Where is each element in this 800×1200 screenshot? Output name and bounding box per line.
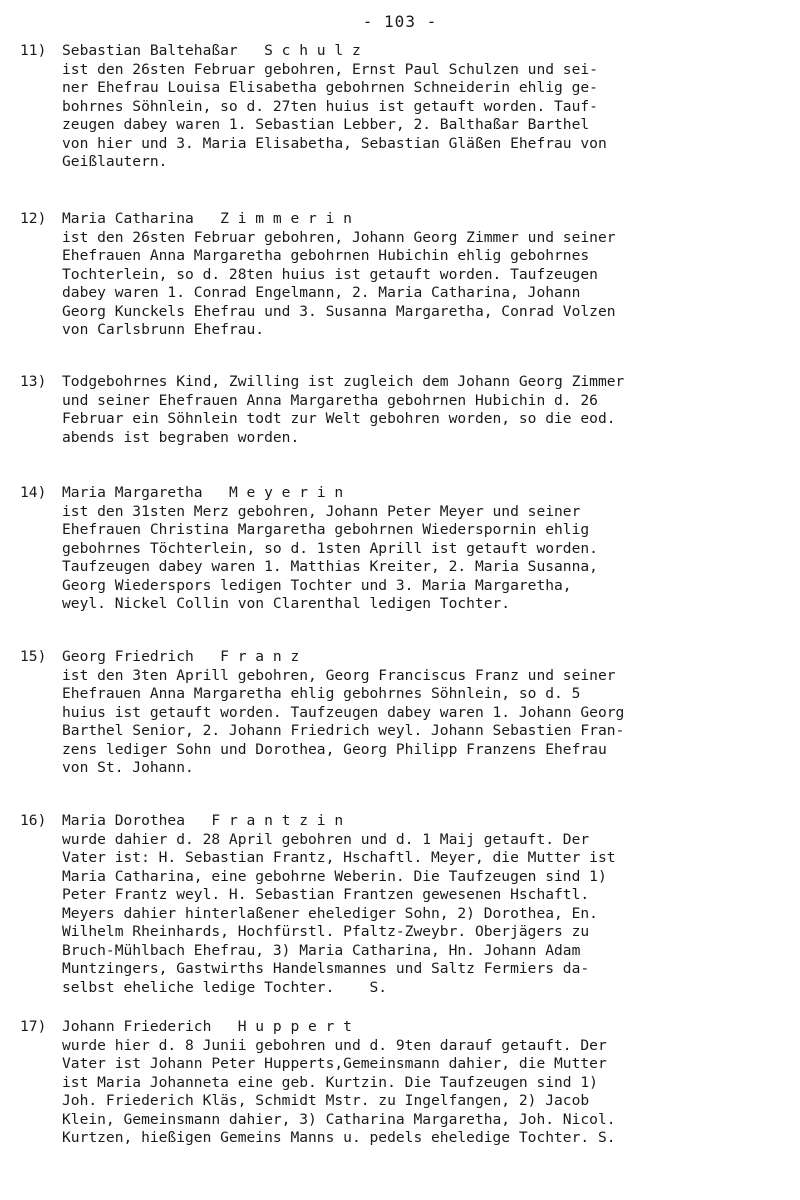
baptism-entry [20,648,785,778]
entry-number: 11) [20,42,47,59]
entry-line: Todgebohrnes Kind, Zwilling ist zugleich dem Johann Georg Zimmer [62,373,625,390]
baptism-entry [20,373,785,447]
entry-line: von Carlsbrunn Ehefrau. [62,321,265,338]
entry-line: Geißlautern. [62,153,168,170]
entry-heading [20,484,785,503]
entry-line: und seiner Ehefrauen Anna Margaretha gebohrnen Hubichin d. 26 [62,391,598,409]
entry-heading [20,1018,785,1037]
baptism-entry [20,42,785,172]
entry-line: Ehefrauen Anna Margaretha gebohrnen Hubichin ehlig gebohrnes [62,247,590,264]
entry-line: bohrnes Söhnlein, so d. 27ten huius ist getauft worden. Tauf- [62,97,598,115]
entry-line: Georg Wiederspors ledigen Tochter und 3. Maria Margaretha, [62,576,572,594]
entry-line: selbst eheliche ledige Tochter. S. [62,978,388,996]
entry-line: Meyers dahier hinterlaßener ehelediger Sohn, 2) Dorothea, En. [62,904,598,922]
entry-line: Klein, Gemeinsmann dahier, 3) Catharina Margaretha, Joh. Nicol. [62,1110,616,1128]
entry-line: Kurtzen, hießigen Gemeins Manns u. pedels eheledige Tochter. S. [62,1129,616,1146]
entry-heading [20,812,785,831]
entry-line: Wilhelm Rheinhards, Hochfürstl. Pfaltz-Zweybr. Oberjägers zu [62,923,590,940]
entry-line: huius ist getauft worden. Taufzeugen dabey waren 1. Johann Georg [62,703,625,721]
entry-number: 12) [20,210,47,227]
entry-number: 15) [20,648,47,665]
page-number: - 103 - [362,12,438,31]
surname: H u p p e r t [237,1018,352,1035]
entry-line: Taufzeugen dabey waren 1. Matthias Kreiter, 2. Maria Susanna, [62,558,598,575]
entry-line: zens lediger Sohn und Dorothea, Georg Philipp Franzens Ehefrau [62,740,607,758]
given-name: Maria Catharina [62,210,194,227]
entry-line: abends ist begraben worden. [62,428,300,446]
given-name: Georg Friedrich [62,648,194,665]
entry-number: 14) [20,484,47,501]
entry-line: Peter Frantz weyl. H. Sebastian Frantzen gewesenen Hschaftl. [62,886,590,903]
entry-line: ner Ehefrau Louisa Elisabetha gebohrnen Schneiderin ehlig ge- [62,79,598,96]
surname: S c h u l z [264,42,361,59]
entry-line: Muntzingers, Gastwirths Handelsmannes und Saltz Fermiers da- [62,960,590,977]
entry-line: weyl. Nickel Collin von Clarenthal ledigen Tochter. [62,595,511,612]
entry-line: Tochterlein, so d. 28ten huius ist getauft worden. Taufzeugen [62,265,598,283]
surname: F r a n z [220,648,300,665]
entry-heading [20,210,785,229]
entry-line: wurde hier d. 8 Junii gebohren und d. 9ten darauf getauft. Der [62,1036,607,1054]
given-name: Johann Friederich [62,1018,212,1035]
entry-line: zeugen dabey waren 1. Sebastian Lebber, 2. Balthaßar Barthel [62,116,590,133]
entry-number: 16) [20,812,47,829]
entry-line: wurde dahier d. 28 April gebohren und d. 1 Maij getauft. Der [62,830,590,848]
entry-line: ist Maria Johanneta eine geb. Kurtzin. Die Taufzeugen sind 1) [62,1073,598,1091]
entry-heading [20,42,785,61]
entry-line: Ehefrauen Christina Margaretha gebohrnen Wiederspornin ehlig [62,521,590,538]
entry-line: von hier und 3. Maria Elisabetha, Sebastian Gläßen Ehefrau von [62,134,607,152]
baptism-entry [20,484,785,614]
entry-line: Barthel Senior, 2. Johann Friedrich weyl. Johann Sebastien Fran- [62,722,625,739]
entry-line: ist den 31sten Merz gebohren, Johann Peter Meyer und seiner [62,502,581,520]
surname: M e y e r i n [228,484,344,501]
entry-line: Ehefrauen Anna Margaretha ehlig gebohrnes Söhnlein, so d. 5 [62,685,581,702]
baptism-entry [20,210,785,340]
entry-line: Joh. Friederich Kläs, Schmidt Mstr. zu Ingelfangen, 2) Jacob [62,1092,590,1109]
entry-line: gebohrnes Töchterlein, so d. 1sten Aprill ist getauft worden. [62,539,598,557]
surname: F r a n t z i n [211,812,344,829]
given-name: Maria Dorothea [62,812,186,829]
entry-line: Vater ist Johann Peter Hupperts,Gemeinsmann dahier, die Mutter [62,1055,607,1072]
entry-line: Georg Kunckels Ehefrau und 3. Susanna Margaretha, Conrad Volzen [62,302,616,320]
entry-line: Maria Catharina, eine gebohrne Weberin. Die Taufzeugen sind 1) [62,867,607,885]
entry-line: dabey waren 1. Conrad Engelmann, 2. Maria Catharina, Johann [62,284,581,301]
surname: Z i m m e r i n [220,210,352,227]
entry-line: Vater ist: H. Sebastian Frantz, Hschaftl. Meyer, die Mutter ist [62,849,616,866]
entry-line: von St. Johann. [62,759,194,776]
entry-heading [20,648,785,667]
given-name: Sebastian Baltehaßar [62,42,238,59]
entry-line: ist den 26sten Februar gebohren, Ernst Paul Schulzen und sei- [62,60,598,78]
given-name: Maria Margaretha [62,484,203,501]
entry-number: 13) [20,373,47,390]
entry-line: ist den 26sten Februar gebohren, Johann Georg Zimmer und seiner [62,228,616,246]
baptism-entry [20,1018,785,1148]
baptism-entry [20,812,785,997]
entry-line: Februar ein Söhnlein todt zur Welt gebohren worden, so die eod. [62,410,616,427]
entry-line: ist den 3ten Aprill gebohren, Georg Franciscus Franz und seiner [62,666,616,684]
entry-number: 17) [20,1018,47,1035]
entry-line: Bruch-Mühlbach Ehefrau, 3) Maria Catharina, Hn. Johann Adam [62,941,581,959]
entry-heading [20,373,785,392]
